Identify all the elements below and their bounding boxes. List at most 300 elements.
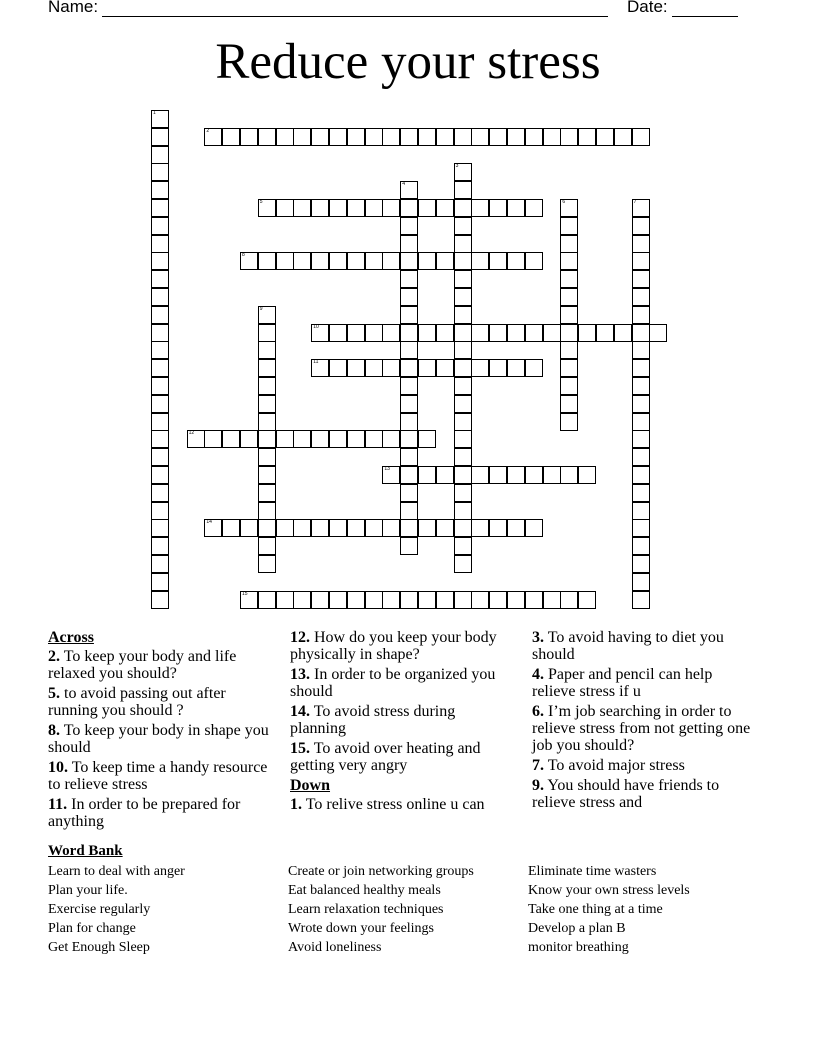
grid-cell[interactable]	[400, 324, 418, 342]
grid-cell[interactable]	[204, 519, 222, 537]
grid-cell[interactable]	[436, 324, 454, 342]
grid-cell[interactable]	[400, 341, 418, 359]
grid-cell[interactable]	[507, 591, 525, 609]
grid-cell[interactable]	[632, 235, 650, 253]
grid-cell[interactable]	[258, 448, 276, 466]
grid-cell[interactable]	[258, 502, 276, 520]
grid-cell[interactable]	[365, 252, 383, 270]
grid-cell[interactable]	[151, 448, 169, 466]
grid-cell[interactable]	[471, 128, 489, 146]
grid-cell[interactable]	[400, 199, 418, 217]
grid-cell[interactable]	[400, 270, 418, 288]
grid-cell[interactable]	[258, 128, 276, 146]
page-title: Reduce your stress	[215, 34, 601, 90]
grid-cell[interactable]	[258, 466, 276, 484]
grid-cell[interactable]	[560, 377, 578, 395]
grid-cell[interactable]	[151, 163, 169, 181]
grid-cell[interactable]	[258, 395, 276, 413]
grid-cell[interactable]	[471, 466, 489, 484]
word-bank-item: Plan for change	[48, 921, 136, 936]
grid-cell[interactable]	[276, 591, 294, 609]
grid-cell[interactable]	[632, 377, 650, 395]
grid-cell[interactable]	[471, 591, 489, 609]
grid-cell[interactable]	[418, 324, 436, 342]
grid-cell[interactable]	[632, 324, 650, 342]
across-heading: Across	[48, 629, 94, 646]
grid-cell[interactable]	[151, 288, 169, 306]
grid-cell[interactable]	[400, 252, 418, 270]
grid-cell[interactable]	[276, 519, 294, 537]
grid-cell[interactable]	[454, 270, 472, 288]
grid-cell[interactable]	[632, 306, 650, 324]
grid-cell[interactable]	[578, 128, 596, 146]
clue-across-11: 11. In order to be prepared for anything	[48, 796, 241, 830]
grid-cell[interactable]	[489, 199, 507, 217]
grid-cell[interactable]	[329, 430, 347, 448]
grid-cell[interactable]	[382, 359, 400, 377]
grid-cell[interactable]	[400, 359, 418, 377]
grid-cell[interactable]	[632, 199, 650, 217]
grid-cell[interactable]	[382, 519, 400, 537]
grid-cell[interactable]	[258, 199, 276, 217]
grid-cell[interactable]	[525, 466, 543, 484]
grid-cell[interactable]	[276, 252, 294, 270]
grid-cell[interactable]	[543, 128, 561, 146]
grid-cell[interactable]	[454, 199, 472, 217]
grid-cell[interactable]	[632, 484, 650, 502]
grid-cell[interactable]	[507, 466, 525, 484]
grid-cell[interactable]	[151, 555, 169, 573]
cell-number: 4	[402, 181, 405, 188]
clue-down-1: 1. To relive stress online u can	[290, 796, 485, 813]
grid-cell[interactable]	[258, 324, 276, 342]
grid-cell[interactable]	[489, 519, 507, 537]
grid-cell[interactable]	[507, 199, 525, 217]
grid-cell[interactable]	[258, 306, 276, 324]
grid-cell[interactable]	[400, 377, 418, 395]
grid-cell[interactable]	[400, 413, 418, 431]
grid-cell[interactable]	[560, 359, 578, 377]
grid-cell[interactable]	[418, 519, 436, 537]
grid-cell[interactable]	[347, 430, 365, 448]
word-bank-item: monitor breathing	[528, 940, 629, 955]
grid-cell[interactable]	[151, 591, 169, 609]
grid-cell[interactable]	[151, 110, 169, 128]
grid-cell[interactable]	[436, 199, 454, 217]
word-bank-item: Develop a plan B	[528, 921, 626, 936]
grid-cell[interactable]	[436, 359, 454, 377]
grid-cell[interactable]	[382, 324, 400, 342]
grid-cell[interactable]	[347, 252, 365, 270]
grid-cell[interactable]	[454, 377, 472, 395]
grid-cell[interactable]	[632, 395, 650, 413]
word-bank-item: Wrote down your feelings	[288, 921, 435, 936]
grid-cell[interactable]	[489, 252, 507, 270]
clue-down-7: 7. To avoid major stress	[532, 757, 685, 774]
grid-cell[interactable]	[151, 270, 169, 288]
grid-cell[interactable]	[329, 591, 347, 609]
grid-cell[interactable]	[507, 359, 525, 377]
grid-cell[interactable]	[258, 341, 276, 359]
clue-down-3: 3. To avoid having to diet you should	[532, 629, 724, 663]
cell-number: 14	[206, 519, 212, 526]
grid-cell[interactable]	[543, 591, 561, 609]
grid-cell[interactable]	[204, 430, 222, 448]
grid-cell[interactable]	[489, 359, 507, 377]
grid-cell[interactable]	[560, 217, 578, 235]
grid-cell[interactable]	[151, 199, 169, 217]
clue-across-5: 5. to avoid passing out after running you should ?	[48, 685, 226, 719]
grid-cell[interactable]	[560, 252, 578, 270]
grid-cell[interactable]	[400, 466, 418, 484]
grid-cell[interactable]	[258, 555, 276, 573]
grid-cell[interactable]	[543, 324, 561, 342]
word-bank-item: Eat balanced healthy meals	[288, 883, 441, 898]
grid-cell[interactable]	[311, 591, 329, 609]
grid-cell[interactable]	[382, 466, 400, 484]
grid-cell[interactable]	[293, 252, 311, 270]
grid-cell[interactable]	[436, 466, 454, 484]
grid-cell[interactable]	[258, 413, 276, 431]
grid-cell[interactable]	[525, 199, 543, 217]
grid-cell[interactable]	[454, 288, 472, 306]
grid-cell[interactable]	[454, 341, 472, 359]
grid-cell[interactable]	[382, 199, 400, 217]
date-label: Date:	[627, 0, 668, 16]
grid-cell[interactable]	[632, 288, 650, 306]
grid-cell[interactable]	[436, 252, 454, 270]
grid-cell[interactable]	[347, 359, 365, 377]
clue-across-2: 2. To keep your body and life relaxed you should?	[48, 648, 237, 682]
grid-cell[interactable]	[151, 502, 169, 520]
grid-cell[interactable]	[471, 199, 489, 217]
grid-cell[interactable]	[632, 519, 650, 537]
grid-cell[interactable]	[258, 591, 276, 609]
grid-cell[interactable]	[418, 591, 436, 609]
grid-cell[interactable]	[293, 199, 311, 217]
grid-cell[interactable]	[632, 128, 650, 146]
cell-number: 15	[242, 590, 248, 597]
grid-cell[interactable]	[258, 519, 276, 537]
grid-cell[interactable]	[454, 324, 472, 342]
grid-cell[interactable]	[632, 217, 650, 235]
grid-cell[interactable]	[632, 430, 650, 448]
grid-cell[interactable]	[151, 395, 169, 413]
grid-cell[interactable]	[632, 341, 650, 359]
grid-cell[interactable]	[507, 324, 525, 342]
grid-cell[interactable]	[471, 359, 489, 377]
grid-cell[interactable]	[240, 128, 258, 146]
grid-cell[interactable]	[276, 199, 294, 217]
grid-cell[interactable]	[151, 430, 169, 448]
grid-cell[interactable]	[311, 199, 329, 217]
clue-across-10: 10. To keep time a handy resource to relieve stress	[48, 759, 268, 793]
grid-cell[interactable]	[151, 413, 169, 431]
grid-cell[interactable]	[240, 252, 258, 270]
grid-cell[interactable]	[418, 252, 436, 270]
grid-cell[interactable]	[614, 128, 632, 146]
grid-cell[interactable]	[454, 235, 472, 253]
grid-cell[interactable]	[507, 128, 525, 146]
cell-number: 5	[259, 199, 263, 205]
grid-cell[interactable]	[204, 128, 222, 146]
clue-across-15: 15. To avoid over heating and getting very angry	[290, 740, 481, 774]
grid-cell[interactable]	[489, 128, 507, 146]
grid-cell[interactable]	[329, 324, 347, 342]
grid-cell[interactable]	[258, 252, 276, 270]
grid-cell[interactable]	[382, 430, 400, 448]
grid-cell[interactable]	[311, 430, 329, 448]
cell-number: 11	[313, 359, 319, 366]
grid-cell[interactable]	[632, 466, 650, 484]
grid-cell[interactable]	[400, 128, 418, 146]
grid-cell[interactable]	[489, 591, 507, 609]
grid-cell[interactable]	[151, 341, 169, 359]
grid-cell[interactable]	[454, 359, 472, 377]
grid-cell[interactable]	[649, 324, 667, 342]
grid-cell[interactable]	[632, 555, 650, 573]
grid-cell[interactable]	[347, 519, 365, 537]
grid-cell[interactable]	[329, 199, 347, 217]
grid-cell[interactable]	[560, 591, 578, 609]
grid-cell[interactable]	[454, 502, 472, 520]
grid-cell[interactable]	[222, 519, 240, 537]
grid-cell[interactable]	[365, 199, 383, 217]
grid-cell[interactable]	[489, 466, 507, 484]
grid-cell[interactable]	[525, 359, 543, 377]
grid-cell[interactable]	[525, 252, 543, 270]
cell-number: 2	[206, 127, 210, 134]
word-bank-item: Know your own stress levels	[528, 883, 690, 898]
grid-cell[interactable]	[382, 591, 400, 609]
grid-cell[interactable]	[418, 430, 436, 448]
grid-cell[interactable]	[560, 306, 578, 324]
grid-cell[interactable]	[471, 519, 489, 537]
grid-cell[interactable]	[347, 199, 365, 217]
grid-cell[interactable]	[311, 519, 329, 537]
grid-cell[interactable]	[329, 128, 347, 146]
grid-cell[interactable]	[454, 413, 472, 431]
grid-cell[interactable]	[151, 466, 169, 484]
grid-cell[interactable]	[400, 484, 418, 502]
grid-cell[interactable]	[151, 537, 169, 555]
grid-cell[interactable]	[632, 448, 650, 466]
grid-cell[interactable]	[151, 252, 169, 270]
grid-cell[interactable]	[365, 591, 383, 609]
grid-cell[interactable]	[454, 448, 472, 466]
grid-cell[interactable]	[293, 519, 311, 537]
word-bank-item: Eliminate time wasters	[528, 864, 657, 879]
grid-cell[interactable]	[525, 591, 543, 609]
clue-across-8: 8. To keep your body in shape you should	[48, 722, 269, 756]
grid-cell[interactable]	[365, 519, 383, 537]
grid-cell[interactable]	[151, 306, 169, 324]
grid-cell[interactable]	[400, 519, 418, 537]
grid-cell[interactable]	[347, 128, 365, 146]
grid-cell[interactable]	[560, 270, 578, 288]
grid-cell[interactable]	[258, 484, 276, 502]
grid-cell[interactable]	[454, 163, 472, 181]
grid-cell[interactable]	[311, 252, 329, 270]
grid-cell[interactable]	[418, 128, 436, 146]
grid-cell[interactable]	[632, 591, 650, 609]
grid-cell[interactable]	[400, 181, 418, 199]
grid-cell[interactable]	[400, 288, 418, 306]
grid-cell[interactable]	[347, 591, 365, 609]
grid-cell[interactable]	[632, 413, 650, 431]
grid-cell[interactable]	[400, 537, 418, 555]
grid-cell[interactable]	[365, 324, 383, 342]
grid-cell[interactable]	[151, 324, 169, 342]
grid-cell[interactable]	[151, 573, 169, 591]
grid-cell[interactable]	[311, 128, 329, 146]
grid-cell[interactable]	[400, 448, 418, 466]
grid-cell[interactable]	[454, 519, 472, 537]
grid-cell[interactable]	[436, 519, 454, 537]
grid-cell[interactable]	[560, 128, 578, 146]
grid-cell[interactable]	[560, 413, 578, 431]
grid-cell[interactable]	[560, 466, 578, 484]
grid-cell[interactable]	[578, 591, 596, 609]
grid-cell[interactable]	[276, 128, 294, 146]
grid-cell[interactable]	[454, 181, 472, 199]
grid-cell[interactable]	[560, 324, 578, 342]
grid-cell[interactable]	[632, 252, 650, 270]
grid-cell[interactable]	[614, 324, 632, 342]
down-heading: Down	[290, 777, 331, 794]
clue-down-9: 9. You should have friends to relieve stress and	[532, 777, 720, 811]
grid-cell[interactable]	[632, 502, 650, 520]
grid-cell[interactable]	[400, 591, 418, 609]
grid-cell[interactable]	[347, 324, 365, 342]
grid-cell[interactable]	[596, 324, 614, 342]
grid-cell[interactable]	[293, 430, 311, 448]
grid-cell[interactable]	[240, 591, 258, 609]
grid-cell[interactable]	[258, 430, 276, 448]
grid-cell[interactable]	[151, 128, 169, 146]
grid-cell[interactable]	[560, 288, 578, 306]
clue-column-3	[532, 629, 757, 814]
cell-number: 6	[562, 199, 566, 205]
grid-cell[interactable]	[258, 537, 276, 555]
grid-cell[interactable]	[311, 324, 329, 342]
grid-cell[interactable]	[632, 537, 650, 555]
grid-cell[interactable]	[560, 341, 578, 359]
grid-cell[interactable]	[525, 128, 543, 146]
grid-cell[interactable]	[454, 555, 472, 573]
word-bank-column-1	[48, 862, 185, 957]
grid-cell[interactable]	[240, 519, 258, 537]
grid-cell[interactable]	[454, 430, 472, 448]
grid-cell[interactable]	[632, 270, 650, 288]
grid-cell[interactable]	[454, 306, 472, 324]
grid-cell[interactable]	[632, 359, 650, 377]
grid-cell[interactable]	[418, 466, 436, 484]
grid-cell[interactable]	[596, 128, 614, 146]
grid-cell[interactable]	[471, 324, 489, 342]
grid-cell[interactable]	[222, 430, 240, 448]
grid-cell[interactable]	[471, 252, 489, 270]
grid-cell[interactable]	[293, 591, 311, 609]
clue-down-6: 6. I’m job searching in order to relieve stress from not getting one job you should?	[532, 703, 751, 754]
clue-column-2	[290, 629, 515, 816]
grid-cell[interactable]	[151, 519, 169, 537]
grid-cell[interactable]	[222, 128, 240, 146]
grid-cell[interactable]	[507, 519, 525, 537]
grid-cell[interactable]	[365, 359, 383, 377]
cell-number: 3	[455, 163, 459, 170]
grid-cell[interactable]	[418, 199, 436, 217]
grid-cell[interactable]	[454, 537, 472, 555]
grid-cell[interactable]	[560, 235, 578, 253]
grid-cell[interactable]	[454, 217, 472, 235]
grid-cell[interactable]	[151, 359, 169, 377]
grid-cell[interactable]	[454, 466, 472, 484]
grid-cell[interactable]	[507, 252, 525, 270]
grid-cell[interactable]	[187, 430, 205, 448]
grid-cell[interactable]	[489, 324, 507, 342]
grid-cell[interactable]	[240, 430, 258, 448]
grid-cell[interactable]	[382, 252, 400, 270]
word-bank-item: Plan your life.	[48, 883, 128, 898]
grid-cell[interactable]	[418, 359, 436, 377]
grid-cell[interactable]	[329, 359, 347, 377]
grid-cell[interactable]	[382, 128, 400, 146]
grid-cell[interactable]	[293, 128, 311, 146]
grid-cell[interactable]	[258, 377, 276, 395]
grid-cell[interactable]	[543, 466, 561, 484]
grid-cell[interactable]	[151, 235, 169, 253]
grid-cell[interactable]	[151, 377, 169, 395]
grid-cell[interactable]	[454, 395, 472, 413]
grid-cell[interactable]	[400, 502, 418, 520]
name-label: Name:	[48, 0, 99, 16]
grid-cell[interactable]	[258, 359, 276, 377]
grid-cell[interactable]	[560, 395, 578, 413]
grid-cell[interactable]	[578, 466, 596, 484]
grid-cell[interactable]	[454, 484, 472, 502]
grid-cell[interactable]	[151, 146, 169, 164]
grid-cell[interactable]	[400, 235, 418, 253]
grid-cell[interactable]	[329, 252, 347, 270]
grid-cell[interactable]	[454, 252, 472, 270]
grid-cell[interactable]	[454, 591, 472, 609]
grid-cell[interactable]	[436, 591, 454, 609]
grid-cell[interactable]	[578, 324, 596, 342]
grid-cell[interactable]	[329, 519, 347, 537]
grid-cell[interactable]	[560, 199, 578, 217]
grid-cell[interactable]	[151, 181, 169, 199]
grid-cell[interactable]	[311, 359, 329, 377]
grid-cell[interactable]	[400, 306, 418, 324]
cell-number: 1	[153, 110, 156, 116]
grid-cell[interactable]	[365, 430, 383, 448]
grid-cell[interactable]	[436, 128, 454, 146]
grid-cell[interactable]	[151, 217, 169, 235]
grid-cell[interactable]	[454, 128, 472, 146]
grid-cell[interactable]	[525, 519, 543, 537]
grid-cell[interactable]	[632, 573, 650, 591]
grid-cell[interactable]	[400, 217, 418, 235]
grid-cell[interactable]	[276, 430, 294, 448]
grid-cell[interactable]	[151, 484, 169, 502]
grid-cell[interactable]	[365, 128, 383, 146]
cell-number: 9	[259, 305, 263, 312]
cell-number: 8	[242, 252, 245, 259]
grid-cell[interactable]	[400, 395, 418, 413]
grid-cell[interactable]	[525, 324, 543, 342]
grid-cell[interactable]	[400, 430, 418, 448]
